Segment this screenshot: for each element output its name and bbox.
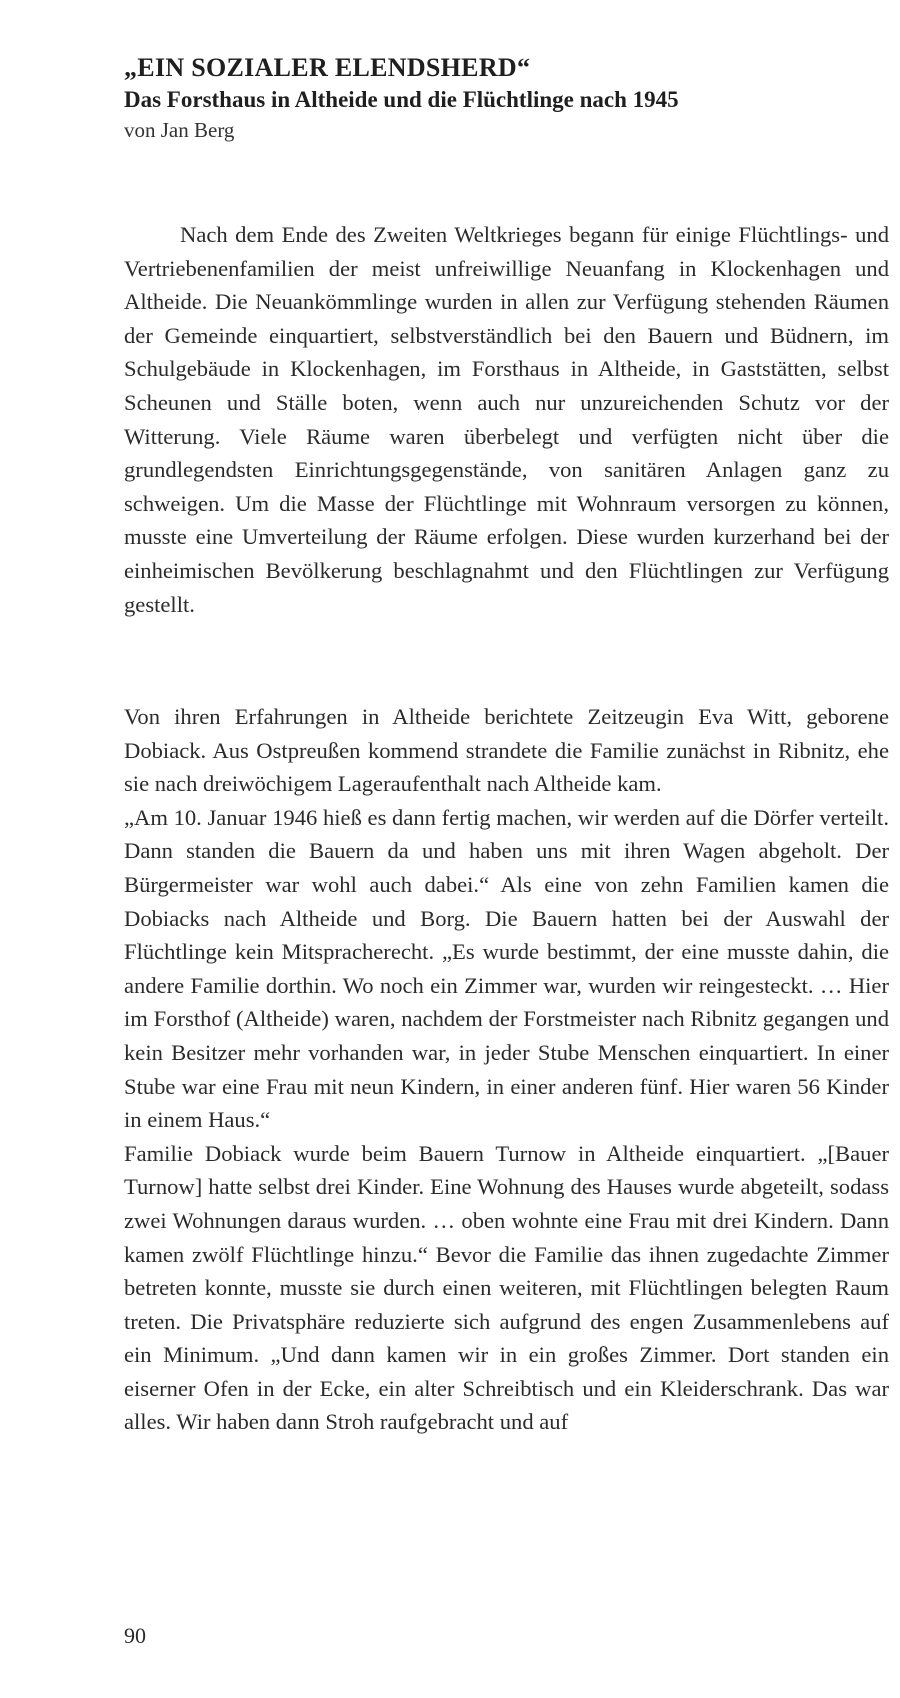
main-paragraph-block: [124, 700, 889, 1439]
paragraph: Familie Dobiack wurde beim Bauern Turnow in Altheide einquartiert. „[Bauer Turnow] hatte selbst drei Kinder. Eine Wohnung des Hauses wurde abgeteilt, sodass zwei Wohnungen daraus wurden. … oben wohnte eine Frau mit drei Kindern. Dann kamen zwölf Flüchtlinge hinzu.“ Bevor die Familie das ihnen zugedachte Zimmer betreten konnte, musste sie durch einen weiteren, mit Flüchtlingen belegten Raum treten. Die Privatsphäre reduzierte sich aufgrund des engen Zusammenlebens auf ein Minimum. „Und dann kamen wir in ein großes Zimmer. Dort standen ein eiserner Ofen in der Ecke, ein alter Schreibtisch und ein Kleiderschrank. Das war alles. Wir haben dann Stroh raufgebracht und auf: [124, 1140, 889, 1435]
article-subtitle: Das Forsthaus in Altheide und die Flüchtlinge nach 1945: [124, 87, 679, 112]
article-title: „EIN SOZIALER ELENDSHERD“: [124, 53, 531, 82]
paragraph: Von ihren Erfahrungen in Altheide berichtete Zeitzeugin Eva Witt, geborene Dobiack. Aus Ostpreußen kommend strandete die Familie zunächst in Ribnitz, ehe sie nach dreiwöchigem Lageraufenthalt nach Altheide kam.: [124, 704, 889, 797]
article-byline: von Jan Berg: [124, 118, 235, 142]
article-header: [124, 52, 864, 144]
paragraph: [124, 218, 889, 621]
paragraph: „Am 10. Januar 1946 hieß es dann fertig machen, wir werden auf die Dörfer verteilt. Dann standen die Bauern da und haben uns mit ihren Wagen abgeholt. Der Bürgermeister war wohl auch dabei.“ Als eine von zehn Familien kamen die Dobiacks nach Altheide und Borg. Die Bauern hatten bei der Auswahl der Flüchtlinge kein Mitspracherecht. „Es wurde bestimmt, der eine musste dahin, die andere Familie dorthin. Wo noch ein Zimmer war, wurden wir reingesteckt. … Hier im Forsthof (Altheide) waren, nachdem der Forstmeister nach Ribnitz gegangen und kein Besitzer mehr vorhanden war, in jeder Stube Menschen einquartiert. In einer Stube war eine Frau mit neun Kindern, in einer anderen fünf. Hier waren 56 Kinder in einem Haus.“: [124, 804, 889, 1133]
paragraph-text: Nach dem Ende des Zweiten Weltkrieges begann für einige Flüchtlings- und Vertriebenenfamilien der meist unfreiwillige Neuanfang in Klockenhagen und Altheide. Die Neuankömmlinge wurden in allen zur Verfügung stehenden Räumen der Gemeinde einquartiert, selbstverständlich bei den Bauern und Büdnern, im Schulgebäude in Klockenhagen, im Forsthaus in Altheide, in Gaststätten, selbst Scheunen und Ställe boten, wenn auch nur unzureichenden Schutz vor der Witterung. Viele Räume waren überbelegt und verfügten nicht über die grundlegendsten Einrichtungsgegenstände, von sanitären Anlagen ganz zu schweigen. Um die Masse der Flüchtlinge mit Wohnraum versorgen zu können, musste eine Umverteilung der Räume erfolgen. Diese wurden kurzerhand bei der einheimischen Bevölkerung beschlagnahmt und den Flüchtlingen zur Verfügung gestellt.: [124, 222, 889, 617]
page-number: 90: [124, 1623, 146, 1648]
intro-paragraph-block: [124, 218, 889, 621]
